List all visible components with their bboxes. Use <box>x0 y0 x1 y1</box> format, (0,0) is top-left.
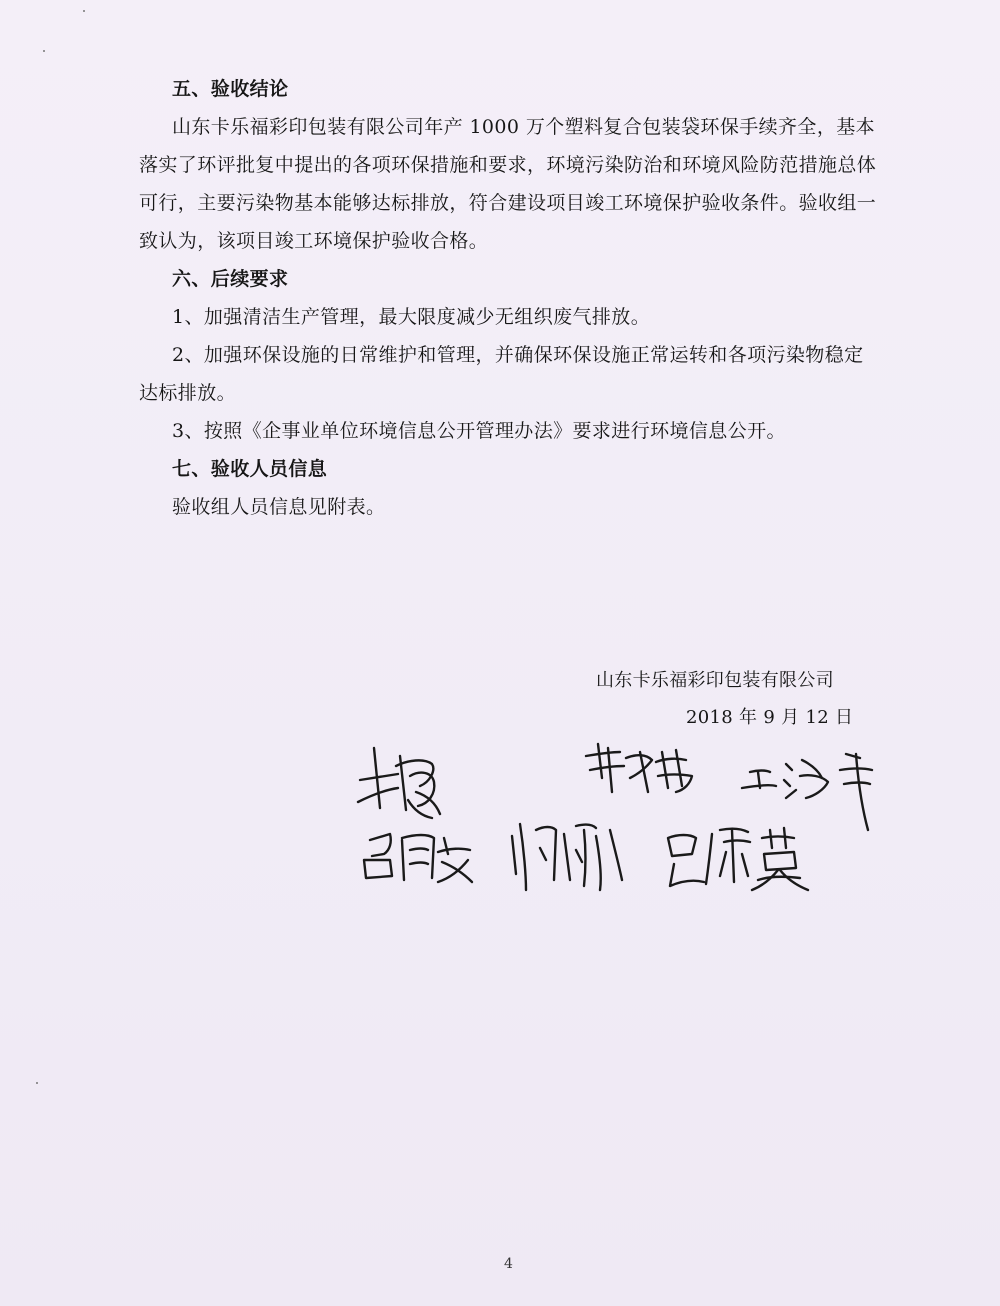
paper-speck <box>83 10 85 12</box>
paper-speck <box>36 1082 38 1084</box>
section-follow-up-requirements <box>139 260 902 450</box>
handwritten-signature-4 <box>364 834 472 882</box>
handwritten-signature-1 <box>358 748 440 818</box>
handwritten-signature-5 <box>512 824 622 890</box>
company-name: 山东卡乐福彩印包装有限公司 <box>596 670 834 691</box>
list-item: 2、加强环保设施的日常维护和管理，并确保环保设施正常运转和各项污染物稳定 <box>172 344 864 366</box>
handwritten-signature-6 <box>668 828 808 890</box>
paragraph-line: 可行，主要污染物基本能够达标排放，符合建设项目竣工环境保护验收条件。验收组一 <box>139 192 877 214</box>
list-item: 3、按照《企事业单位环境信息公开管理办法》要求进行环境信息公开。 <box>172 420 786 442</box>
handwritten-signature-2 <box>586 744 692 792</box>
document-body <box>139 70 902 526</box>
section-acceptance-conclusion <box>139 70 902 260</box>
section-heading: 五、验收结论 <box>172 78 289 100</box>
section-heading: 六、后续要求 <box>172 268 289 290</box>
page-number: 4 <box>504 1256 513 1272</box>
section-heading: 七、验收人员信息 <box>172 458 328 480</box>
list-item-continuation: 达标排放。 <box>139 382 237 404</box>
paper-speck <box>43 50 45 52</box>
document-date: 2018 年 9 月 12 日 <box>686 707 854 728</box>
list-item: 1、加强清洁生产管理，最大限度减少无组织废气排放。 <box>172 306 651 328</box>
paragraph-line: 致认为，该项目竣工环境保护验收合格。 <box>139 230 489 252</box>
paragraph-line: 山东卡乐福彩印包装有限公司年产 1000 万个塑料复合包装袋环保手续齐全，基本 <box>172 116 876 138</box>
handwritten-signature-3 <box>742 754 872 830</box>
section-acceptance-personnel <box>172 450 902 526</box>
signatures-area <box>340 730 900 900</box>
paragraph-line: 落实了环评批复中提出的各项环保措施和要求，环境污染防治和环境风险防范措施总体 <box>139 154 877 176</box>
paragraph-line: 验收组人员信息见附表。 <box>172 496 386 518</box>
